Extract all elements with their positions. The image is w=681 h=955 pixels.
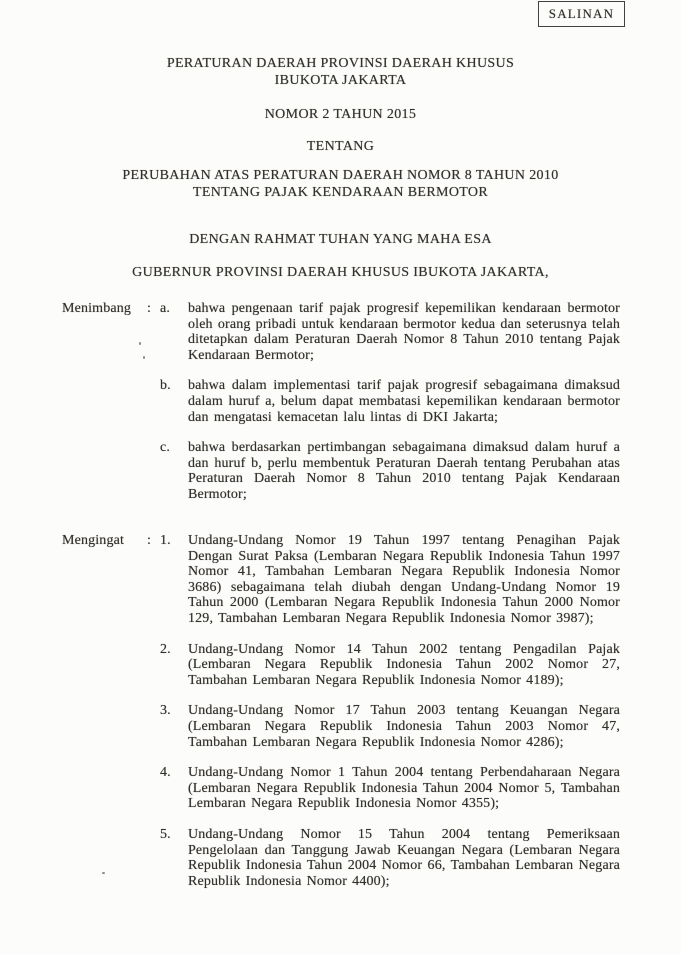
considering-item-a: [160, 301, 620, 363]
item-text: bahwa berdasarkan pertimbangan sebagaimana dimaksud dalam huruf a dan huruf b, perlu membentuk Peraturan Daerah tentang Perubahan atas Peraturan Daerah Nomor 8 Tahun 2010 tentang Pajak Kendaraan Bermotor;: [188, 440, 620, 502]
considering-label: Menimbang: [62, 301, 132, 316]
salinan-stamp-label: SALINAN: [548, 6, 615, 21]
invocation-line: DENGAN RAHMAT TUHAN YANG MAHA ESA: [189, 232, 492, 247]
item-text: Undang-Undang Nomor 17 Tahun 2003 tentang Keuangan Negara (Lembaran Negara Republik Indonesia Tahun 2003 Nomor 47, Tambahan Lembaran Negara Republik Indonesia Nomor 4286);: [188, 703, 620, 750]
item-marker: 4.: [160, 765, 171, 781]
item-marker: c.: [160, 440, 171, 456]
scan-speckle: [102, 872, 105, 874]
authority-line: GUBERNUR PROVINSI DAERAH KHUSUS IBUKOTA JAKARTA,: [132, 265, 549, 280]
scan-speckle: [143, 356, 145, 359]
salinan-stamp: [538, 1, 625, 27]
document-title: [0, 55, 681, 89]
title-line-2: IBUKOTA JAKARTA: [274, 73, 407, 88]
item-text: Undang-Undang Nomor 15 Tahun 2004 tentang Pemeriksaan Pengelolaan dan Tanggung Jawab Keuangan Negara (Lembaran Negara Republik Indonesia Tahun 2004 Nomor 66, Tambahan Lembaran Negara Republik Indonesia Nomor 4400);: [188, 826, 620, 889]
recalling-item-2: [160, 642, 620, 689]
item-marker: 5.: [160, 826, 171, 842]
item-text: bahwa pengenaan tarif pajak progresif kepemilikan kendaraan bermotor oleh orang pribadi untuk kendaraan bermotor kedua dan seterusnya telah ditetapkan dalam Peraturan Daerah Nomor 8 Tahun 2010 tentang Pajak Kendaraan Bermotor;: [188, 301, 620, 363]
tentang-label: TENTANG: [306, 139, 375, 154]
recalling-section: [62, 533, 620, 889]
item-marker: a.: [160, 301, 171, 316]
regulation-number: NOMOR 2 TAHUN 2015: [264, 107, 417, 122]
considering-item-c: [160, 440, 620, 502]
considering-colon: :: [147, 301, 152, 316]
scan-speckle: [139, 342, 141, 345]
recalling-item-1: [160, 533, 620, 627]
considering-items: [160, 301, 620, 503]
recalling-items: [160, 533, 620, 889]
recalling-item-3: [160, 703, 620, 750]
regulation-subject: [0, 167, 681, 201]
item-text: Undang-Undang Nomor 19 Tahun 1997 tentang Penagihan Pajak Dengan Surat Paksa (Lembaran Negara Republik Indonesia Tahun 1997 Nomor 41, Tambahan Lembaran Negara Republik Indonesia Nomor 3686) sebagaimana telah diubah dengan Undang-Undang Nomor 19 Tahun 2000 (Lembaran Negara Republik Indonesia Tahun 2000 Nomor 129, Tambahan Lembaran Negara Republik Indonesia Nomor 3987);: [188, 533, 620, 626]
item-marker: b.: [160, 378, 171, 394]
item-marker: 2.: [160, 641, 171, 657]
considering-section: [62, 301, 620, 503]
recalling-item-5: [160, 827, 620, 889]
title-line-1: PERATURAN DAERAH PROVINSI DAERAH KHUSUS: [166, 56, 515, 71]
recalling-colon: :: [147, 533, 152, 548]
item-text: bahwa dalam implementasi tarif pajak progresif sebagaimana dimaksud dalam huruf a, belum dapat membatasi kepemilikan kendaraan bermotor dan mengatasi kemacetan lalu lintas di DKI Jakarta;: [188, 378, 620, 425]
item-marker: 3.: [160, 703, 171, 719]
item-text: Undang-Undang Nomor 1 Tahun 2004 tentang Perbendaharaan Negara (Lembaran Negara Republik Indonesia Tahun 2004 Nomor 5, Tambahan Lembaran Negara Republik Indonesia Nomor 4355);: [188, 765, 620, 812]
recalling-label: Mengingat: [62, 533, 125, 548]
recalling-item-4: [160, 765, 620, 812]
considering-item-b: [160, 378, 620, 425]
subject-line-2: TENTANG PAJAK KENDARAAN BERMOTOR: [192, 185, 489, 200]
item-text: Undang-Undang Nomor 14 Tahun 2002 tentang Pengadilan Pajak (Lembaran Negara Republik Indonesia Tahun 2002 Nomor 27, Tambahan Lembaran Negara Republik Indonesia Nomor 4189);: [188, 641, 620, 688]
item-marker: 1.: [160, 533, 171, 548]
subject-line-1: PERUBAHAN ATAS PERATURAN DAERAH NOMOR 8 TAHUN 2010: [122, 168, 559, 183]
